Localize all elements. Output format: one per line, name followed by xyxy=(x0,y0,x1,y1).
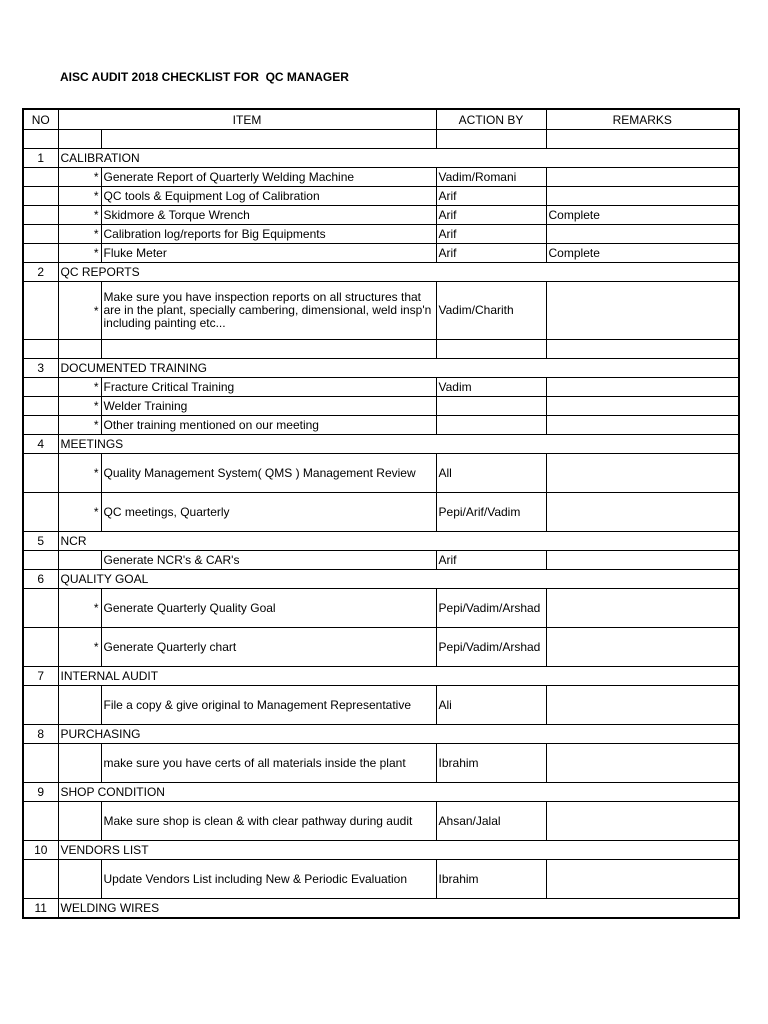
remarks-cell xyxy=(546,686,739,725)
section-name: VENDORS LIST xyxy=(58,841,739,860)
action-by-cell: Arif xyxy=(436,551,546,570)
action-by-cell xyxy=(436,340,546,359)
remarks-cell xyxy=(546,551,739,570)
section-row xyxy=(23,532,739,551)
remarks-cell xyxy=(546,493,739,532)
action-by-cell: Ahsan/Jalal xyxy=(436,802,546,841)
remarks-cell xyxy=(546,416,739,435)
section-name: QUALITY GOAL xyxy=(58,570,739,589)
bullet-marker xyxy=(58,802,101,841)
blank-cell xyxy=(436,130,546,149)
bullet-marker: * xyxy=(58,378,101,397)
blank-cell xyxy=(58,130,101,149)
item-description: Generate Quarterly Quality Goal xyxy=(101,589,436,628)
bullet-marker: * xyxy=(58,628,101,667)
section-number: 11 xyxy=(23,899,58,918)
bullet-marker: * xyxy=(58,206,101,225)
header-row xyxy=(23,109,739,130)
bullet-marker: * xyxy=(58,168,101,187)
item-no-cell xyxy=(23,686,58,725)
action-by-cell: Arif xyxy=(436,206,546,225)
item-no-cell xyxy=(23,397,58,416)
section-name: WELDING WIRES xyxy=(58,899,739,918)
item-description: make sure you have certs of all materials inside the plant xyxy=(101,744,436,783)
header-action-by: ACTION BY xyxy=(436,109,546,130)
action-by-cell: Ali xyxy=(436,686,546,725)
section-row xyxy=(23,725,739,744)
action-by-cell: Vadim/Romani xyxy=(436,168,546,187)
item-row xyxy=(23,340,739,359)
remarks-cell xyxy=(546,378,739,397)
action-by-cell: Arif xyxy=(436,187,546,206)
item-description: Generate Quarterly chart xyxy=(101,628,436,667)
blank-cell xyxy=(546,130,739,149)
table-body xyxy=(23,130,739,918)
item-row xyxy=(23,628,739,667)
item-row xyxy=(23,244,739,263)
item-no-cell xyxy=(23,416,58,435)
section-number: 1 xyxy=(23,149,58,168)
item-row xyxy=(23,397,739,416)
item-row xyxy=(23,282,739,340)
item-row xyxy=(23,802,739,841)
remarks-cell xyxy=(546,397,739,416)
bullet-marker xyxy=(58,686,101,725)
bullet-marker: * xyxy=(58,244,101,263)
remarks-cell xyxy=(546,225,739,244)
section-number: 7 xyxy=(23,667,58,686)
action-by-cell: Pepi/Vadim/Arshad xyxy=(436,589,546,628)
item-description xyxy=(101,340,436,359)
header-no: NO xyxy=(23,109,58,130)
item-no-cell xyxy=(23,340,58,359)
item-description: Generate NCR's & CAR's xyxy=(101,551,436,570)
item-no-cell xyxy=(23,802,58,841)
item-row xyxy=(23,686,739,725)
document-title: AISC AUDIT 2018 CHECKLIST FOR QC MANAGER xyxy=(60,70,349,84)
section-row xyxy=(23,667,739,686)
item-row xyxy=(23,225,739,244)
remarks-cell xyxy=(546,282,739,340)
item-no-cell xyxy=(23,454,58,493)
section-name: PURCHASING xyxy=(58,725,739,744)
remarks-cell xyxy=(546,744,739,783)
bullet-marker xyxy=(58,551,101,570)
action-by-cell: Arif xyxy=(436,244,546,263)
action-by-cell: Arif xyxy=(436,225,546,244)
bullet-marker: * xyxy=(58,397,101,416)
item-row xyxy=(23,454,739,493)
remarks-cell xyxy=(546,340,739,359)
item-no-cell xyxy=(23,168,58,187)
section-row xyxy=(23,783,739,802)
remarks-cell xyxy=(546,187,739,206)
item-description: Generate Report of Quarterly Welding Machine xyxy=(101,168,436,187)
item-description: Fluke Meter xyxy=(101,244,436,263)
bullet-marker: * xyxy=(58,416,101,435)
section-name: CALIBRATION xyxy=(58,149,739,168)
bullet-marker: * xyxy=(58,454,101,493)
section-name: DOCUMENTED TRAINING xyxy=(58,359,739,378)
section-row xyxy=(23,149,739,168)
section-number: 6 xyxy=(23,570,58,589)
section-number: 10 xyxy=(23,841,58,860)
section-row xyxy=(23,570,739,589)
item-no-cell xyxy=(23,493,58,532)
section-name: SHOP CONDITION xyxy=(58,783,739,802)
item-row xyxy=(23,493,739,532)
blank-row xyxy=(23,130,739,149)
bullet-marker: * xyxy=(58,187,101,206)
item-no-cell xyxy=(23,589,58,628)
section-name: MEETINGS xyxy=(58,435,739,454)
section-number: 3 xyxy=(23,359,58,378)
remarks-cell: Complete xyxy=(546,244,739,263)
item-description: QC tools & Equipment Log of Calibration xyxy=(101,187,436,206)
item-description: Welder Training xyxy=(101,397,436,416)
action-by-cell: Pepi/Vadim/Arshad xyxy=(436,628,546,667)
remarks-cell: Complete xyxy=(546,206,739,225)
action-by-cell: Vadim/Charith xyxy=(436,282,546,340)
blank-cell xyxy=(23,130,58,149)
item-description: Quality Management System( QMS ) Management Review xyxy=(101,454,436,493)
item-row xyxy=(23,206,739,225)
bullet-marker: * xyxy=(58,282,101,340)
bullet-marker: * xyxy=(58,493,101,532)
action-by-cell: Ibrahim xyxy=(436,860,546,899)
section-number: 9 xyxy=(23,783,58,802)
remarks-cell xyxy=(546,454,739,493)
item-row xyxy=(23,168,739,187)
item-description: Make sure shop is clean & with clear pathway during audit xyxy=(101,802,436,841)
section-number: 8 xyxy=(23,725,58,744)
section-row xyxy=(23,435,739,454)
item-description: Calibration log/reports for Big Equipments xyxy=(101,225,436,244)
item-description: Skidmore & Torque Wrench xyxy=(101,206,436,225)
item-description: QC meetings, Quarterly xyxy=(101,493,436,532)
item-no-cell xyxy=(23,860,58,899)
section-row xyxy=(23,899,739,918)
remarks-cell xyxy=(546,802,739,841)
item-no-cell xyxy=(23,744,58,783)
header-item: ITEM xyxy=(58,109,436,130)
action-by-cell xyxy=(436,397,546,416)
item-row xyxy=(23,744,739,783)
section-row xyxy=(23,359,739,378)
item-no-cell xyxy=(23,628,58,667)
action-by-cell xyxy=(436,416,546,435)
action-by-cell: Vadim xyxy=(436,378,546,397)
item-row xyxy=(23,860,739,899)
section-number: 4 xyxy=(23,435,58,454)
item-no-cell xyxy=(23,282,58,340)
section-number: 5 xyxy=(23,532,58,551)
item-row xyxy=(23,589,739,628)
bullet-marker: * xyxy=(58,225,101,244)
item-no-cell xyxy=(23,551,58,570)
item-description: Make sure you have inspection reports on all structures that are in the plant, specially cambering, dimensional, weld insp'n including painting etc... xyxy=(101,282,436,340)
checklist-table xyxy=(22,108,740,919)
item-description: Other training mentioned on our meeting xyxy=(101,416,436,435)
bullet-marker xyxy=(58,744,101,783)
item-description: File a copy & give original to Management Representative xyxy=(101,686,436,725)
item-description: Fracture Critical Training xyxy=(101,378,436,397)
remarks-cell xyxy=(546,628,739,667)
item-description: Update Vendors List including New & Periodic Evaluation xyxy=(101,860,436,899)
bullet-marker xyxy=(58,860,101,899)
remarks-cell xyxy=(546,589,739,628)
section-row xyxy=(23,263,739,282)
blank-cell xyxy=(101,130,436,149)
section-number: 2 xyxy=(23,263,58,282)
item-no-cell xyxy=(23,206,58,225)
item-row xyxy=(23,416,739,435)
item-no-cell xyxy=(23,244,58,263)
item-no-cell xyxy=(23,378,58,397)
action-by-cell: Pepi/Arif/Vadim xyxy=(436,493,546,532)
section-name: NCR xyxy=(58,532,739,551)
remarks-cell xyxy=(546,860,739,899)
section-name: QC REPORTS xyxy=(58,263,739,282)
section-name: INTERNAL AUDIT xyxy=(58,667,739,686)
item-row xyxy=(23,378,739,397)
header-remarks: REMARKS xyxy=(546,109,739,130)
item-row xyxy=(23,187,739,206)
item-no-cell xyxy=(23,187,58,206)
action-by-cell: Ibrahim xyxy=(436,744,546,783)
item-no-cell xyxy=(23,225,58,244)
bullet-marker xyxy=(58,340,101,359)
section-row xyxy=(23,841,739,860)
item-row xyxy=(23,551,739,570)
remarks-cell xyxy=(546,168,739,187)
action-by-cell: All xyxy=(436,454,546,493)
bullet-marker: * xyxy=(58,589,101,628)
